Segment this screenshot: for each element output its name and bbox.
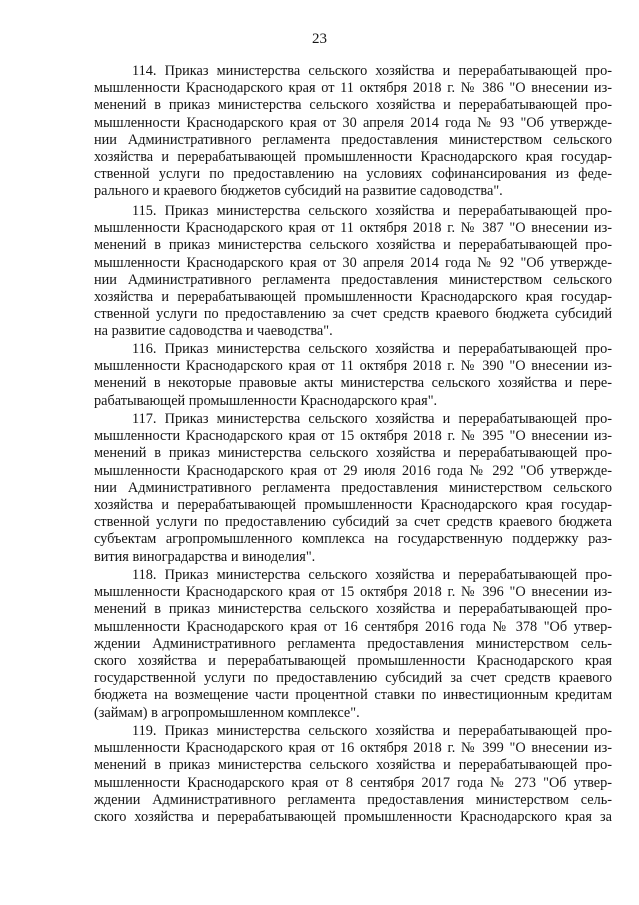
text-line: нии Административного регламента предоставления министерством сельского	[94, 479, 612, 496]
text-line: рального и краевого бюджетов субсидий на развитие садоводства".	[94, 183, 503, 200]
text-line: мышленности Краснодарского края от 11 октября 2018 г. № 387 "О внесении из-	[94, 220, 612, 237]
text-line: мышленности Краснодарского края от 30 апреля 2014 года № 92 "Об утвержде-	[94, 254, 612, 271]
text-line: ждении Административного регламента предоставления министерством сель-	[94, 791, 612, 808]
text-line: государственной услуги по предоставлению субсидий за счет средств краевого	[94, 670, 612, 687]
page-number: 23	[312, 31, 327, 47]
list-item-116	[94, 341, 612, 410]
text-line: бюджета на возмещение части процентной ставки по инвестиционным кредитам	[94, 687, 612, 704]
text-line: субъектам агропромышленного комплекса на государственную поддержку раз-	[94, 531, 612, 548]
list-item-114	[94, 63, 612, 201]
list-item-119	[94, 723, 612, 826]
text-line: мышленности Краснодарского края от 16 сентября 2016 года № 378 "Об утвер-	[94, 618, 612, 635]
text-line: мышленности Краснодарского края от 15 октября 2018 г. № 396 "О внесении из-	[94, 584, 612, 601]
text-line: мышленности Краснодарского края от 30 апреля 2014 года № 93 "Об утвержде-	[94, 114, 612, 131]
text-line: мышленности Краснодарского края от 15 октября 2018 г. № 395 "О внесении из-	[94, 428, 612, 445]
text-line: хозяйства и перерабатывающей промышленности Краснодарского края государ-	[94, 289, 612, 306]
text-line: 117. Приказ министерства сельского хозяйства и перерабатывающей про-	[132, 411, 612, 427]
list-item-117	[94, 411, 612, 566]
text-line: менений в некоторые правовые акты министерства сельского хозяйства и пере-	[94, 375, 612, 392]
text-line: ственной услуги по предоставлению субсидий за счет средств краевого бюджета	[94, 514, 612, 531]
text-line: 118. Приказ министерства сельского хозяйства и перерабатывающей про-	[132, 567, 612, 583]
text-line: менений в приказ министерства сельского хозяйства и перерабатывающей про-	[94, 601, 612, 618]
text-line: 116. Приказ министерства сельского хозяйства и перерабатывающей про-	[132, 341, 612, 357]
text-line: ственной услуги по предоставлению за счет средств краевого бюджета субсидий	[94, 306, 612, 323]
text-line: менений в приказ министерства сельского хозяйства и перерабатывающей про-	[94, 757, 612, 774]
text-line: ждении Административного регламента предоставления министерством сель-	[94, 635, 612, 652]
text-line: на развитие садоводства и чаеводства".	[94, 323, 333, 340]
text-line: нии Административного регламента предоставления министерством сельского	[94, 131, 612, 148]
text-line: 119. Приказ министерства сельского хозяйства и перерабатывающей про-	[132, 723, 612, 739]
text-line: хозяйства и перерабатывающей промышленности Краснодарского края государ-	[94, 497, 612, 514]
text-line: мышленности Краснодарского края от 29 июля 2016 года № 292 "Об утвержде-	[94, 462, 612, 479]
text-line: (займам) в агропромышленном комплексе".	[94, 704, 360, 721]
list-item-118	[94, 567, 612, 722]
text-line: вития виноградарства и виноделия".	[94, 548, 316, 565]
text-line: ственной услуги по предоставлению на условиях софинансирования из феде-	[94, 166, 612, 183]
text-line: менений в приказ министерства сельского хозяйства и перерабатывающей про-	[94, 445, 612, 462]
text-line: ского хозяйства и перерабатывающей промышленности Краснодарского края за	[94, 809, 612, 826]
text-line: хозяйства и перерабатывающей промышленности Краснодарского края государ-	[94, 149, 612, 166]
text-line: рабатывающей промышленности Краснодарского края".	[94, 392, 438, 409]
text-line: мышленности Краснодарского края от 11 октября 2018 г. № 386 "О внесении из-	[94, 80, 612, 97]
list-item-115	[94, 203, 612, 341]
text-line: ского хозяйства и перерабатывающей промышленности Краснодарского края	[94, 653, 612, 670]
text-line: 114. Приказ министерства сельского хозяйства и перерабатывающей про-	[132, 63, 612, 79]
text-line: нии Административного регламента предоставления министерством сельского	[94, 271, 612, 288]
text-line: мышленности Краснодарского края от 16 октября 2018 г. № 399 "О внесении из-	[94, 740, 612, 757]
text-line: менений в приказ министерства сельского хозяйства и перерабатывающей про-	[94, 97, 612, 114]
text-line: 115. Приказ министерства сельского хозяйства и перерабатывающей про-	[132, 203, 612, 219]
text-line: менений в приказ министерства сельского хозяйства и перерабатывающей про-	[94, 237, 612, 254]
text-line: мышленности Краснодарского края от 11 октября 2018 г. № 390 "О внесении из-	[94, 358, 612, 375]
text-line: мышленности Краснодарского края от 8 сентября 2017 года № 273 "Об утвер-	[94, 774, 612, 791]
